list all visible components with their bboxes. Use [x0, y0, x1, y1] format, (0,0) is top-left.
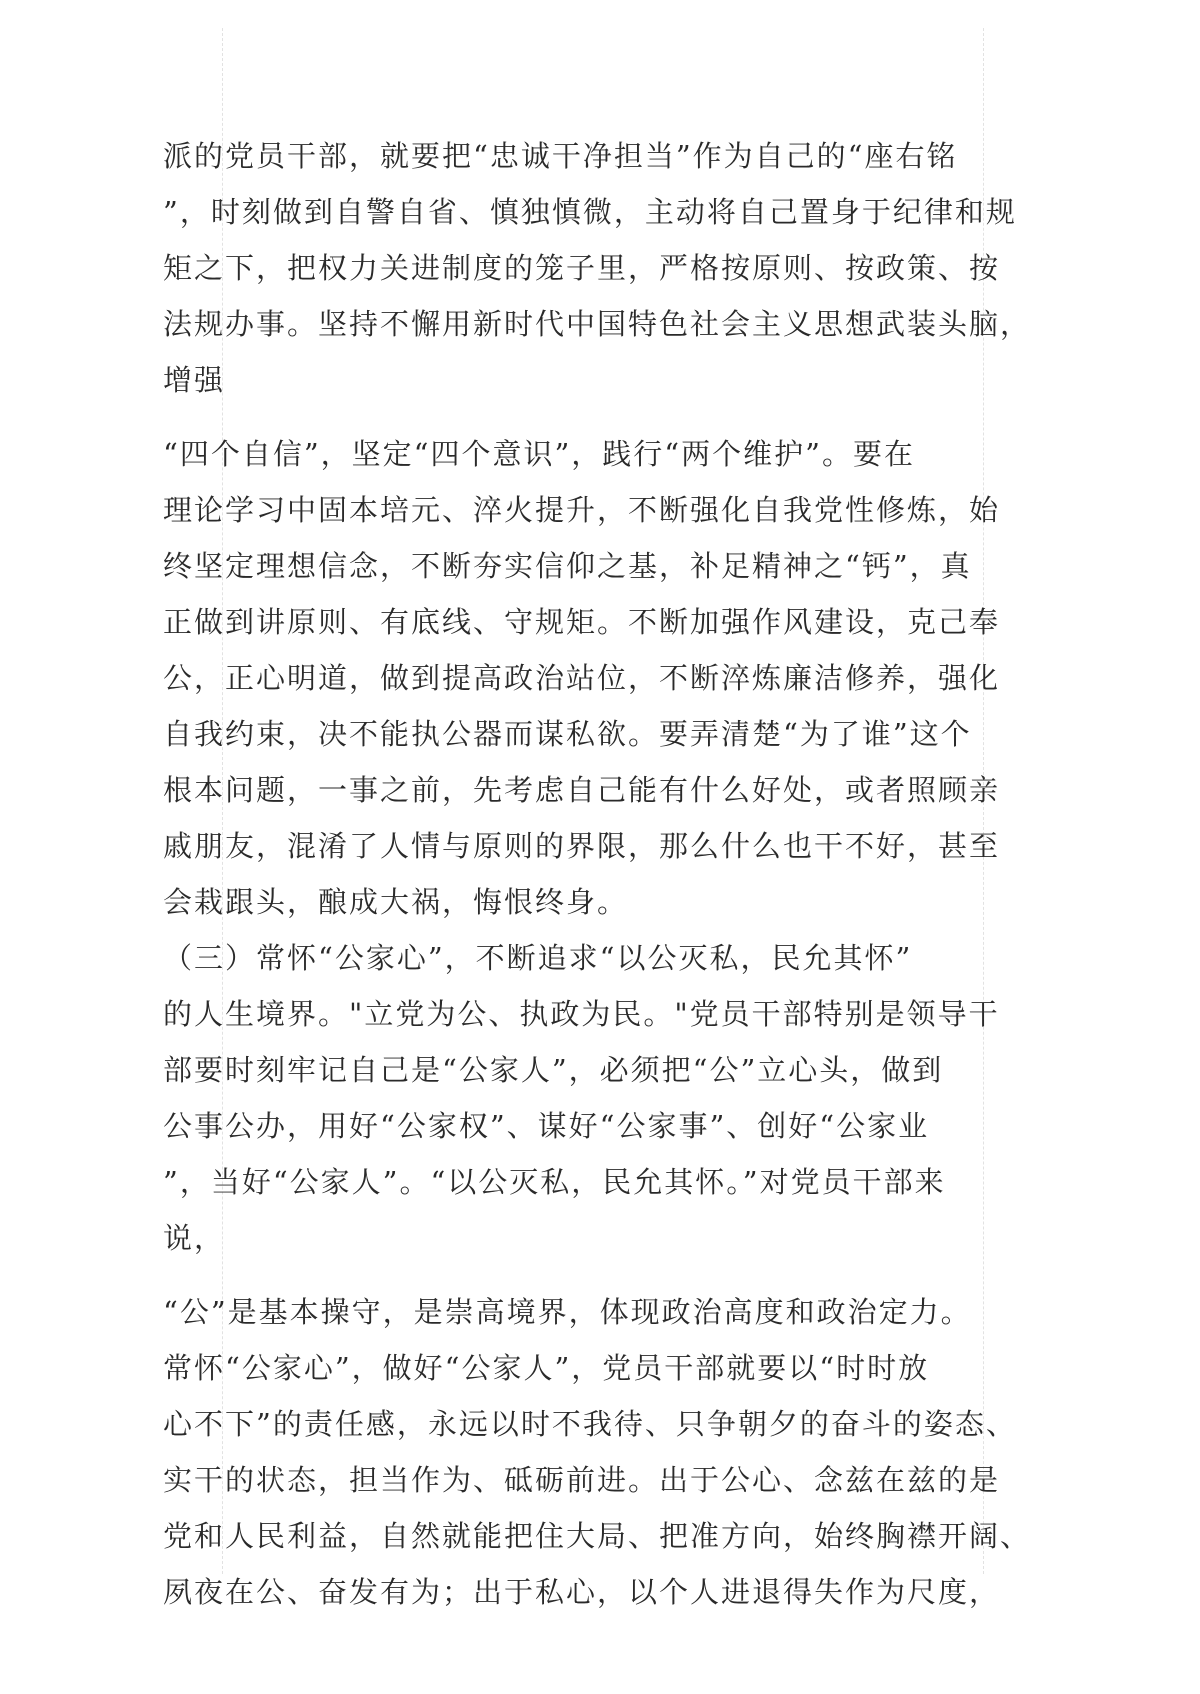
- text-line: 终坚定理想信念，不断夯实信仰之基，补足精神之“钙”，真: [163, 549, 972, 583]
- text-line: 夙夜在公、奋发有为；出于私心，以个人进退得失作为尺度，: [163, 1575, 1001, 1609]
- text-line: 法规办事。坚持不懈用新时代中国特色社会主义思想武装头脑，: [163, 307, 1032, 341]
- text-line: 根本问题，一事之前，先考虑自己能有什么好处，或者照顾亲: [163, 773, 1001, 807]
- text-line: 心不下”的责任感，永远以时不我待、只争朝夕的奋斗的姿态、: [163, 1407, 1017, 1441]
- text-line: 的人生境界。"立党为公、执政为民。"党员干部特别是领导干: [163, 997, 1000, 1031]
- text-line: 矩之下，把权力关进制度的笼子里，严格按原则、按政策、按: [163, 251, 1001, 285]
- text-line: 说，: [163, 1221, 226, 1255]
- text-line: 会栽跟头，酿成大祸，悔恨终身。: [163, 885, 629, 919]
- text-line: “公”是基本操守，是崇高境界，体现政治高度和政治定力。: [163, 1295, 972, 1329]
- document-body-text: [163, 128, 1103, 1620]
- text-line: 公，正心明道，做到提高政治站位，不断淬炼廉洁修养，强化: [163, 661, 1001, 695]
- text-line: 增强: [163, 363, 226, 397]
- text-line: 戚朋友，混淆了人情与原则的界限，那么什么也干不好，甚至: [163, 829, 1001, 863]
- text-line: 公事公办，用好“公家权”、谋好“公家事”、创好“公家业: [163, 1109, 930, 1143]
- text-line: 正做到讲原则、有底线、守规矩。不断加强作风建设，克己奉: [163, 605, 1001, 639]
- text-line: 派的党员干部，就要把“忠诚干净担当”作为自己的“座右铭: [163, 139, 958, 173]
- text-line: “四个自信”，坚定“四个意识”，践行“两个维护”。要在: [163, 437, 915, 471]
- text-line: 实干的状态，担当作为、砥砺前进。出于公心、念兹在兹的是: [163, 1463, 1001, 1497]
- text-line: 党和人民利益，自然就能把住大局、把准方向，始终胸襟开阔、: [163, 1519, 1032, 1553]
- text-line: 部要时刻牢记自己是“公家人”，必须把“公”立心头，做到: [163, 1053, 944, 1087]
- text-line: 常怀“公家心”，做好“公家人”，党员干部就要以“时时放: [163, 1351, 930, 1385]
- text-line: ”，当好“公家人”。“以公灭私，民允其怀。”对党员干部来: [163, 1165, 946, 1199]
- text-line: ”，时刻做到自警自省、慎独慎微，主动将自己置身于纪律和规: [163, 195, 1017, 229]
- section-heading-line: （三）常怀“公家心”，不断追求“以公灭私，民允其怀”: [163, 941, 913, 975]
- text-line: 理论学习中固本培元、淬火提升，不断强化自我党性修炼，始: [163, 493, 1001, 527]
- text-line: 自我约束，决不能执公器而谋私欲。要弄清楚“为了谁”这个: [163, 717, 972, 751]
